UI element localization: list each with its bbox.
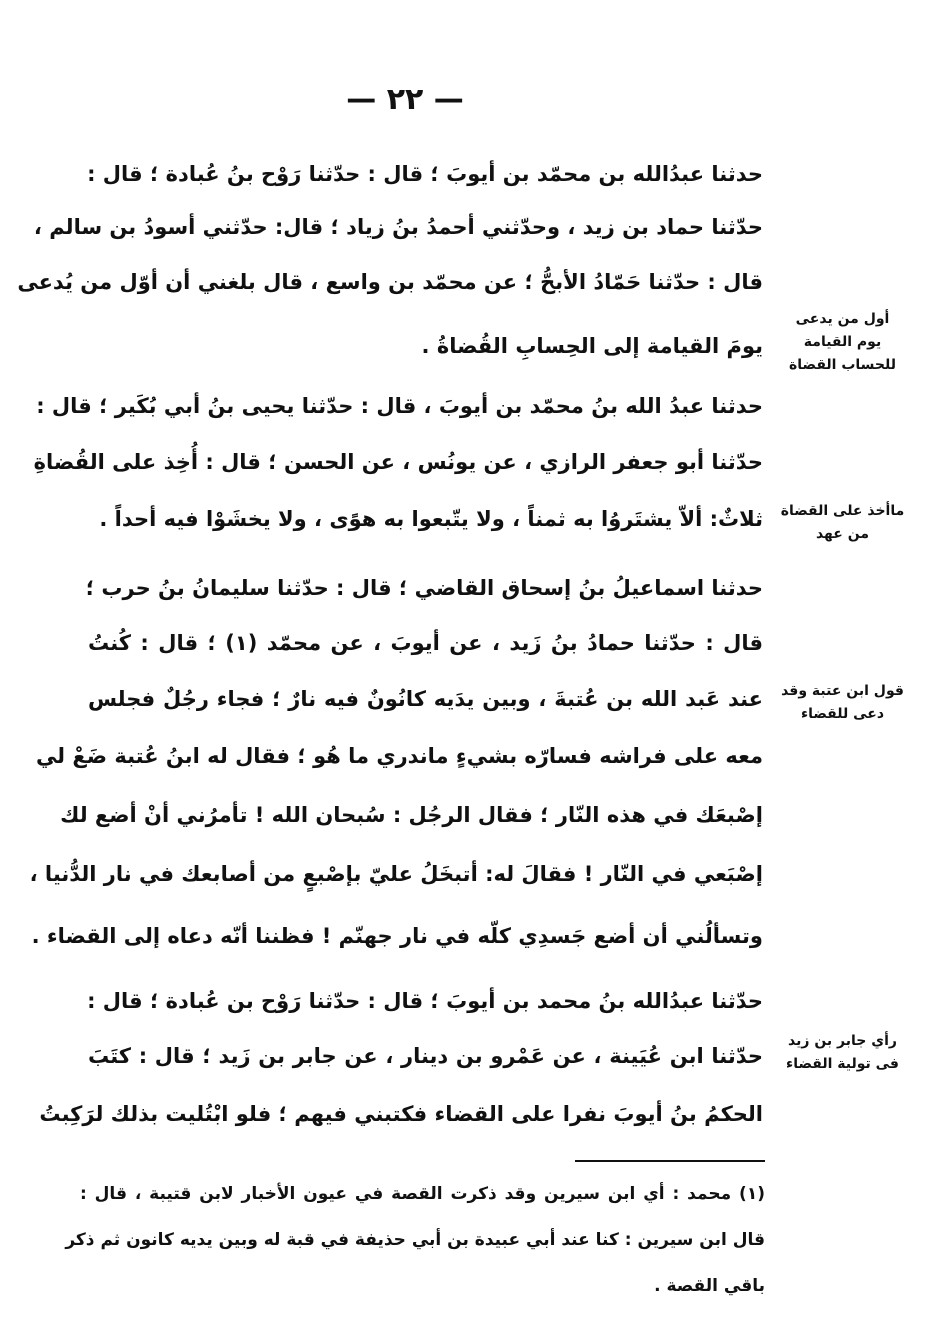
text-line: حدثنا اسماعيلُ بنُ إسحاق القاضي ؛ قال : حدّثنا سليمانُ بنُ حرب ؛: [85, 576, 763, 600]
marginal-note-line: دعى للقضاء: [800, 706, 885, 722]
marginal-note-line: من عهد: [815, 526, 870, 542]
text-line: قال : حدّثنا حمادُ بنُ زَيد ، عن أيوبَ ، عن محمّد (١) ؛ قال : كُنتُ: [88, 631, 763, 655]
marginal-note-line: للحساب القضاة: [789, 357, 896, 373]
marginal-note-jabir: [775, 1030, 910, 1076]
marginal-note-line: رأي جابر بن زيد: [788, 1033, 897, 1049]
text-line: معه على فراشه فسارّه بشيءٍ ماندري ما هُو ؛ فقال له ابنُ عُتبة ضَعْ لي: [35, 744, 763, 768]
page-number: — ٢٢ —: [346, 82, 464, 117]
marginal-note-first-judged: [775, 308, 910, 377]
marginal-note-line: أول من يدعى: [795, 311, 890, 327]
footnote-line: باقي القصة .: [654, 1276, 765, 1296]
marginal-note-ibn-utba: [775, 680, 910, 726]
marginal-note-line: ماأخذ على القضاة: [780, 503, 905, 519]
text-line: حدّثنا أبو جعفر الرازي ، عن يونُس ، عن الحسن ؛ قال : أُخِذ على القُضاةِ: [33, 450, 763, 474]
footnote-line: (١) محمد : أي ابن سيرين وقد ذكرت القصة في عيون الأخبار لابن قتيبة ، قال :: [80, 1184, 765, 1204]
marginal-note-line: يوم القيامة: [803, 334, 882, 350]
text-line: حدّثنا عبدُالله بنُ محمد بن أيوبَ ؛ قال : حدّثنا رَوْح بن عُبادة ؛ قال :: [87, 989, 763, 1013]
marginal-note-line: قول ابن عتبة وقد: [781, 683, 904, 699]
text-line: حدثنا عبدُالله بن محمّد بن أيوبَ ؛ قال : حدّثنا رَوْح بنُ عُبادة ؛ قال :: [87, 162, 763, 186]
text-line: قال : حدّثنا حَمّادُ الأبحُّ ؛ عن محمّد بن واسع ، قال بلغني أن أوّل من يُدعى: [17, 270, 763, 294]
text-line: ثلاثٌ: ألاّ يشتَروُا به ثمناً ، ولا يتّبعوا به هوًى ، ولا يخشَوْا فيه أحداً .: [99, 507, 763, 531]
text-line: إصْبعَك في هذه النّار ؛ فقال الرجُل : سُبحان الله ! تأمرُني أنْ أضع لك: [60, 803, 763, 827]
text-line: يومَ القيامة إلى الحِسابِ القُضاةُ .: [421, 334, 763, 358]
marginal-note-line: فى تولية القضاء: [786, 1056, 899, 1072]
text-line: عند عَبد الله بن عُتبةَ ، وبين يدَيه كانُونٌ فيه نارٌ ؛ فجاء رجُلٌ فجلس: [88, 687, 763, 711]
text-line: إصْبَعي في النّار ! فقالَ له: أتبخَلُ عليّ بإصْبعٍ من أصابعك في نار الدُّنيا ،: [29, 862, 763, 886]
text-line: حدّثنا ابن عُيَينة ، عن عَمْرو بن دينار ، عن جابر بن زَيد ؛ قال : كتَبَ: [88, 1044, 763, 1068]
text-line: وتسألُني أن أضع جَسدِي كلّه في نار جهنّم ! فظننا أنّه دعاه إلى القضاء .: [31, 924, 763, 948]
marginal-note-judges-covenant: [775, 500, 910, 546]
footnote-line: قال ابن سيرين : كنا عند أبي عبيدة بن أبي حذيفة في قبة له وبين يديه كانون ثم ذكر: [65, 1230, 765, 1250]
text-line: حدّثنا حماد بن زيد ، وحدّثني أحمدُ بنُ زياد ؛ قال: حدّثني أسودُ بن سالم ،: [33, 215, 763, 239]
text-line: حدثنا عبدُ الله بنُ محمّد بن أيوبَ ، قال : حدّثنا يحيى بنُ أبي بُكَير ؛ قال :: [36, 394, 763, 418]
text-line: الحكمُ بنُ أيوبَ نفرا على القضاء فكتبني فيهم ؛ فلو ابْتُليت بذلك لرَكِبتُ: [39, 1102, 763, 1126]
footnote-divider: [575, 1160, 765, 1162]
